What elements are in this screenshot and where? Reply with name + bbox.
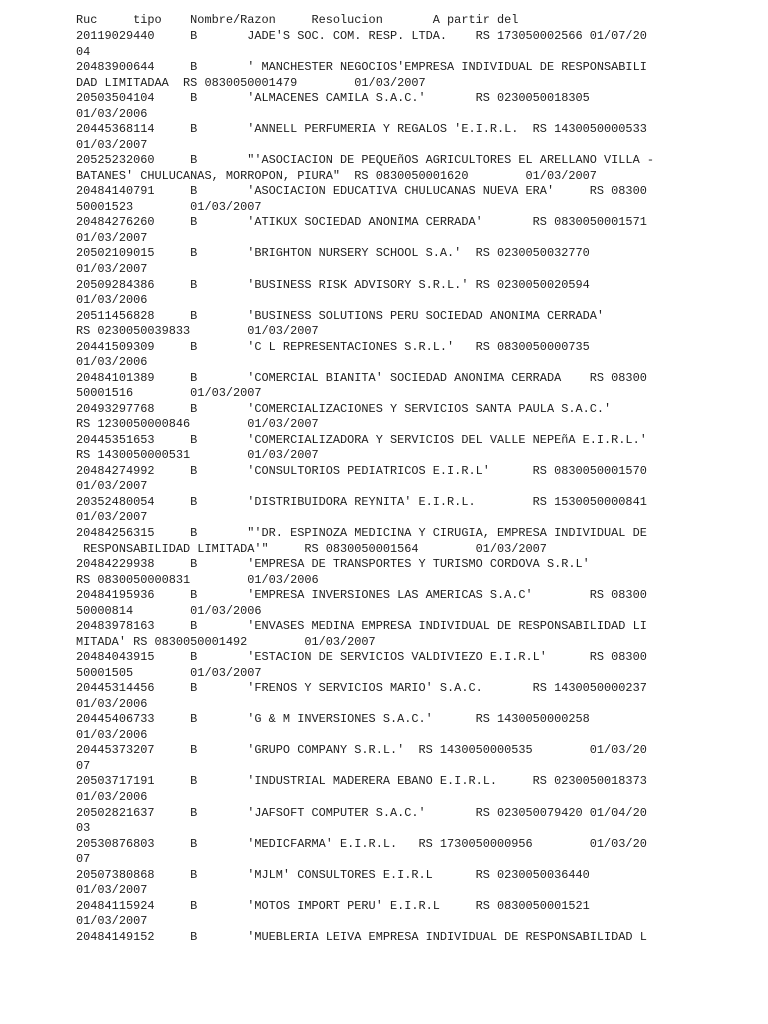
document-line: 20484274992 B 'CONSULTORIOS PEDIATRICOS E.I.R.L' RS 0830050001570 [76, 463, 647, 478]
document-line: 01/03/2006 [76, 696, 148, 711]
document-line: 04 [76, 44, 91, 59]
document-line: 20445351653 B 'COMERCIALIZADORA Y SERVICIOS DEL VALLE NEPEñA E.I.R.L.' [76, 432, 647, 447]
document-line: 20445373207 B 'GRUPO COMPANY S.R.L.' RS 1430050000535 01/03/20 [76, 743, 647, 758]
document-line: 50001516 01/03/2007 [76, 386, 262, 401]
document-line: 20119029440 B JADE'S SOC. COM. RESP. LTDA. RS 173050002566 01/07/20 [76, 29, 647, 43]
column-header-line: Ruc tipo Nombre/Razon Resolucion A partir del [76, 13, 519, 27]
document-line: 01/03/2007 [76, 137, 148, 152]
document-line: 07 [76, 852, 91, 867]
document-line: DAD LIMITADAA RS 0830050001479 01/03/2007 [76, 75, 426, 90]
document-line: 01/03/2006 [76, 293, 148, 307]
document-line: 20484149152 B 'MUEBLERIA LEIVA EMPRESA INDIVIDUAL DE RESPONSABILIDAD L [76, 929, 647, 944]
document-line: 20483978163 B 'ENVASES MEDINA EMPRESA INDIVIDUAL DE RESPONSABILIDAD LI [76, 619, 647, 634]
document-line: 20484256315 B "'DR. ESPINOZA MEDICINA Y CIRUGIA, EMPRESA INDIVIDUAL DE [76, 526, 647, 540]
document-line: 20484043915 B 'ESTACION DE SERVICIOS VALDIVIEZO E.I.R.L' RS 08300 [76, 650, 647, 665]
document-line: 01/03/2007 [76, 883, 148, 898]
document-line: 20483900644 B ' MANCHESTER NEGOCIOS'EMPRESA INDIVIDUAL DE RESPONSABILI [76, 60, 647, 75]
document-line: 20503504104 B 'ALMACENES CAMILA S.A.C.' RS 0230050018305 [76, 91, 590, 106]
document-line: RS 1230050000846 01/03/2007 [76, 417, 319, 432]
document-line: 01/03/2007 [76, 510, 148, 525]
document-line: 01/03/2006 [76, 106, 148, 121]
document-line: 01/03/2006 [76, 355, 148, 370]
document-line: RS 0230050039833 01/03/2007 [76, 324, 319, 339]
document-line: RS 1430050000531 01/03/2007 [76, 448, 319, 463]
document-line: 01/03/2006 [76, 727, 148, 742]
document-line: 07 [76, 758, 91, 773]
document-line: 50000814 01/03/2006 [76, 603, 262, 618]
document-line: 20445368114 B 'ANNELL PERFUMERIA Y REGALOS 'E.I.R.L. RS 1430050000533 [76, 122, 647, 137]
document-line: 01/03/2007 [76, 914, 148, 929]
document-line: 20511456828 B 'BUSINESS SOLUTIONS PERU SOCIEDAD ANONIMA CERRADA' [76, 308, 605, 323]
document-line: 20445406733 B 'G & M INVERSIONES S.A.C.' RS 1430050000258 [76, 712, 590, 727]
document-line: 20484195936 B 'EMPRESA INVERSIONES LAS AMERICAS S.A.C' RS 08300 [76, 588, 647, 603]
document-line: 20352480054 B 'DISTRIBUIDORA REYNITA' E.I.R.L. RS 1530050000841 [76, 494, 647, 509]
document-line: 20484115924 B 'MOTOS IMPORT PERU' E.I.R.L RS 0830050001521 [76, 898, 590, 913]
document-line: 20493297768 B 'COMERCIALIZACIONES Y SERVICIOS SANTA PAULA S.A.C.' [76, 401, 612, 416]
document-line: 20507380868 B 'MJLM' CONSULTORES E.I.R.L RS 0230050036440 [76, 867, 590, 882]
document-line: 01/03/2007 [76, 230, 148, 245]
document-line: 20525232060 B "'ASOCIACION DE PEQUEñOS AGRICULTORES EL ARELLANO VILLA - [76, 153, 654, 168]
document-line: 20441509309 B 'C L REPRESENTACIONES S.R.L.' RS 0830050000735 [76, 339, 590, 354]
document-line: RS 0830050000831 01/03/2006 [76, 572, 319, 587]
document-line: 50001523 01/03/2007 [76, 199, 262, 214]
document-line: 20484276260 B 'ATIKUX SOCIEDAD ANONIMA CERRADA' RS 0830050001571 [76, 215, 647, 230]
document-line: RESPONSABILIDAD LIMITADA'" RS 0830050001564 01/03/2007 [76, 541, 547, 556]
document-line: 50001505 01/03/2007 [76, 665, 262, 680]
document-line: 20503717191 B 'INDUSTRIAL MADERERA EBANO E.I.R.L. RS 0230050018373 [76, 774, 647, 789]
document-line: MITADA' RS 0830050001492 01/03/2007 [76, 634, 376, 649]
document-line: 01/03/2007 [76, 479, 148, 494]
document-line: 20509284386 B 'BUSINESS RISK ADVISORY S.R.L.' RS 0230050020594 [76, 277, 590, 292]
document-line: 01/03/2006 [76, 790, 148, 804]
document-line: BATANES' CHULUCANAS, MORROPON, PIURA" RS 0830050001620 01/03/2007 [76, 168, 597, 183]
document-line: 20530876803 B 'MEDICFARMA' E.I.R.L. RS 1730050000956 01/03/20 [76, 836, 647, 851]
document-line: 03 [76, 821, 91, 835]
document-line: 20502821637 B 'JAFSOFT COMPUTER S.A.C.' RS 023050079420 01/04/20 [76, 805, 647, 820]
document-line: 20445314456 B 'FRENOS Y SERVICIOS MARIO' S.A.C. RS 1430050000237 [76, 681, 647, 696]
document-line: 20484229938 B 'EMPRESA DE TRANSPORTES Y TURISMO CORDOVA S.R.L' [76, 557, 590, 571]
document-line: 20484101389 B 'COMERCIAL BIANITA' SOCIEDAD ANONIMA CERRADA RS 08300 [76, 370, 647, 385]
document-line: 20484140791 B 'ASOCIACION EDUCATIVA CHULUCANAS NUEVA ERA' RS 08300 [76, 184, 647, 199]
document-line: 20502109015 B 'BRIGHTON NURSERY SCHOOL S.A.' RS 0230050032770 [76, 246, 590, 261]
document-line: 01/03/2007 [76, 261, 148, 276]
